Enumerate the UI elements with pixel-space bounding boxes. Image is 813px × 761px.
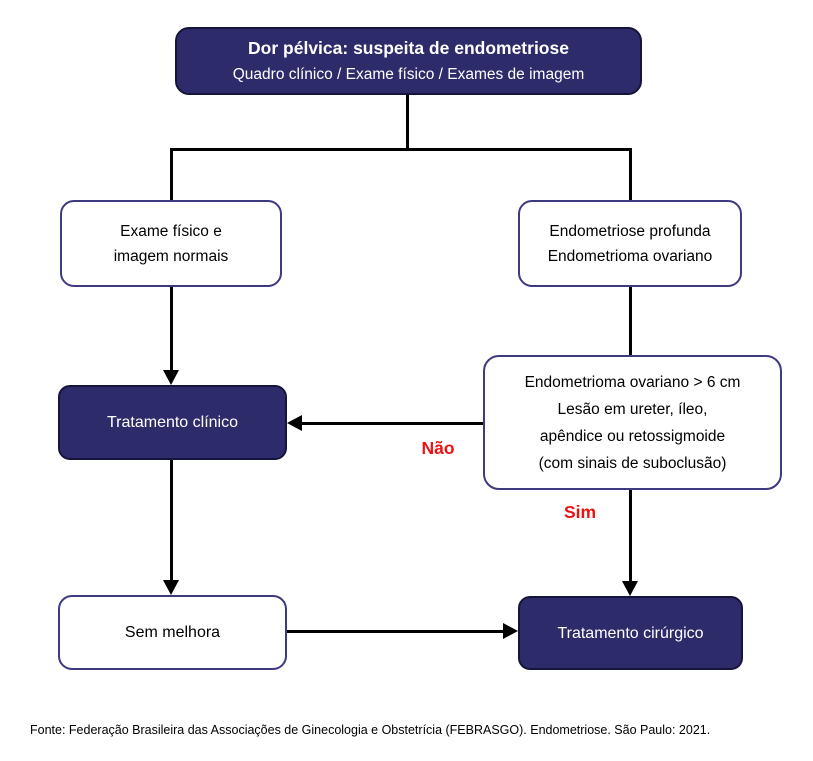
nao-label: Não — [421, 438, 455, 458]
no-improvement-box — [58, 595, 287, 670]
title-box-line2: Quadro clínico / Exame físico / Exames de imagem — [232, 66, 585, 83]
criteria-line4: (com sinais de suboclusão) — [538, 454, 727, 472]
criteria-line1: Endometrioma ovariano > 6 cm — [524, 373, 741, 391]
connector-sim-vertical — [629, 490, 632, 583]
arrowhead-nao-icon — [287, 415, 302, 431]
connector-split-horizontal — [170, 148, 632, 151]
deep-endometriosis-line1: Endometriose profunda — [549, 222, 711, 240]
deep-endometriosis-line2: Endometrioma ovariano — [547, 247, 713, 265]
surgical-treatment-label: Tratamento cirúrgico — [557, 624, 704, 642]
connector-deep-to-criteria — [629, 287, 632, 355]
source-citation: Fonte: Federação Brasileira das Associações de Ginecologia e Obstetrícia (FEBRASGO). Endometriose. São Paulo: 2021. — [30, 723, 711, 737]
title-box — [175, 27, 642, 95]
connector-noimprove-to-surgical — [287, 630, 505, 633]
connector-nao-horizontal — [300, 422, 483, 425]
criteria-line3: apêndice ou retossigmoide — [539, 427, 726, 445]
deep-endometriosis-box — [518, 200, 742, 287]
sim-label: Sim — [563, 502, 597, 522]
connector-right-branch-vertical — [629, 148, 632, 200]
connector-normal-to-clinical — [170, 287, 173, 372]
arrowhead-sim-icon — [622, 581, 638, 596]
surgical-treatment-box — [518, 596, 743, 670]
normal-exam-box — [60, 200, 282, 287]
arrowhead-into-noimprove-icon — [163, 580, 179, 595]
connector-left-branch-vertical — [170, 148, 173, 200]
connector-clinical-to-noimprove — [170, 460, 173, 582]
criteria-box — [483, 355, 782, 490]
connector-top-vertical — [406, 95, 409, 150]
criteria-line2: Lesão em ureter, íleo, — [557, 400, 708, 418]
normal-exam-line1: Exame físico e — [120, 222, 222, 240]
normal-exam-line2: imagem normais — [113, 247, 229, 265]
no-improvement-label: Sem melhora — [124, 624, 221, 641]
clinical-treatment-box — [58, 385, 287, 460]
arrowhead-into-clinical-icon — [163, 370, 179, 385]
clinical-treatment-label: Tratamento clínico — [106, 414, 238, 431]
title-box-line1: Dor pélvica: suspeita de endometriose — [248, 38, 569, 58]
arrowhead-into-surgical-icon — [503, 623, 518, 639]
